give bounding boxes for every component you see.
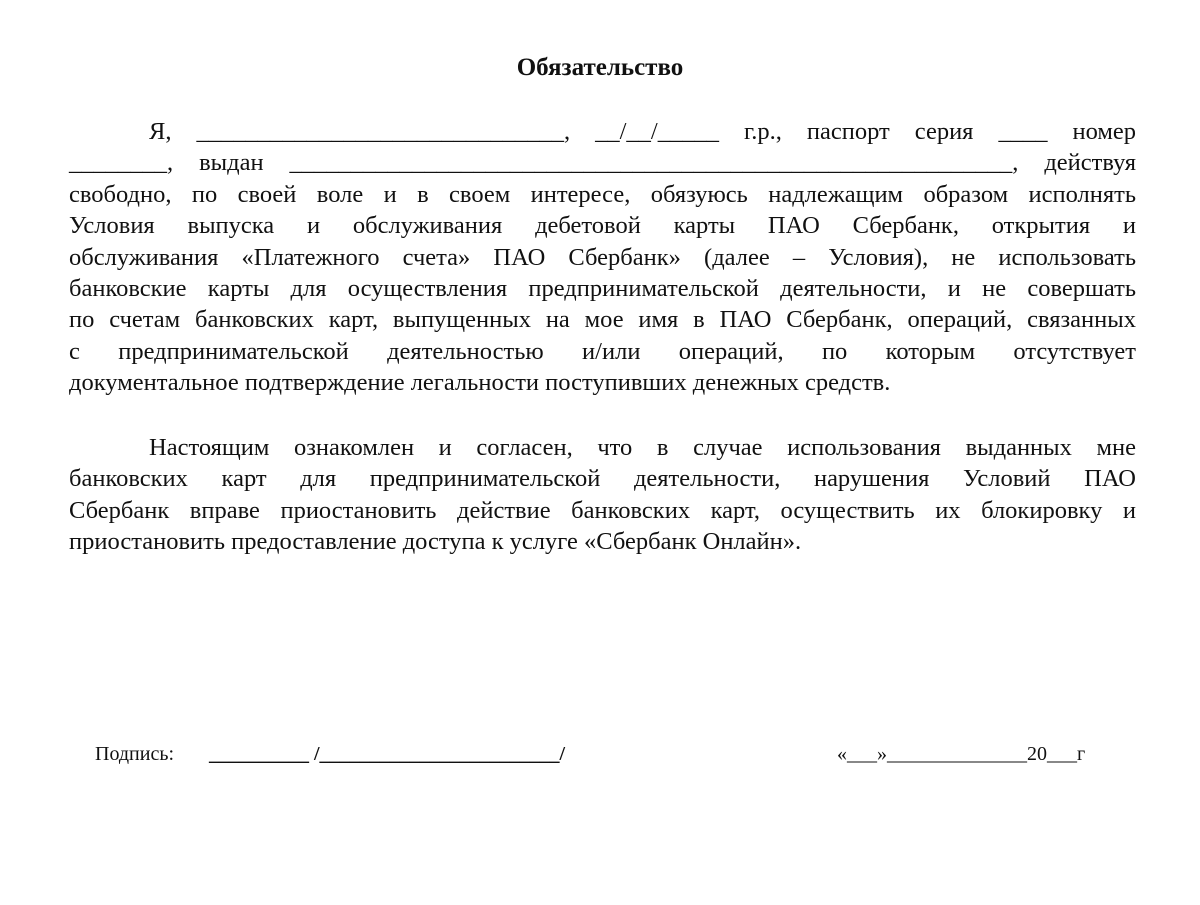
signature-label: Подпись: xyxy=(95,743,175,765)
document-title: Обязательство xyxy=(516,54,684,81)
date-field: «___»______________20___г xyxy=(837,743,1086,765)
paragraph-line: приостановить предоставление доступа к услуге «Сбербанк Онлайн». xyxy=(69,528,802,556)
paragraph-line: обслуживания «Платежного счета» ПАО Сбербанк» (далее – Условия), не использовать xyxy=(69,243,1136,271)
paragraph-acknowledgement xyxy=(69,432,1136,558)
signature-row xyxy=(0,739,1200,773)
paragraph-line: Условия выпуска и обслуживания дебетовой карты ПАО Сбербанк, открытия и xyxy=(69,212,1136,240)
paragraph-line: Настоящим ознакомлен и согласен, что в случае использования выданных мне xyxy=(149,434,1136,461)
paragraph-obligation xyxy=(69,116,1136,399)
paragraph-line: по счетам банковских карт, выпущенных на мое имя в ПАО Сбербанк, операций, связанных xyxy=(69,306,1136,334)
paragraph-line: Я, ______________________________, __/__/_____ г.р., паспорт серия ____ номер xyxy=(149,118,1136,145)
paragraph-line: документальное подтверждение легальности поступивших денежных средств. xyxy=(69,369,891,397)
paragraph-line: с предпринимательской деятельностью и/или операций, по которым отсутствует xyxy=(69,337,1136,365)
paragraph-line: Сбербанк вправе приостановить действие банковских карт, осуществить их блокировку и xyxy=(69,496,1136,524)
paragraph-line: банковских карт для предпринимательской деятельности, нарушения Условий ПАО xyxy=(69,465,1136,493)
paragraph-line: свободно, по своей воле и в своем интересе, обязуюсь надлежащим образом исполнять xyxy=(69,180,1136,208)
paragraph-line: ________, выдан ___________________________________________________________, действуя xyxy=(69,149,1136,177)
paragraph-line: банковские карты для осуществления предпринимательской деятельности, и не совершать xyxy=(69,274,1136,302)
signature-lines: __________ /________________________/ xyxy=(209,743,566,765)
